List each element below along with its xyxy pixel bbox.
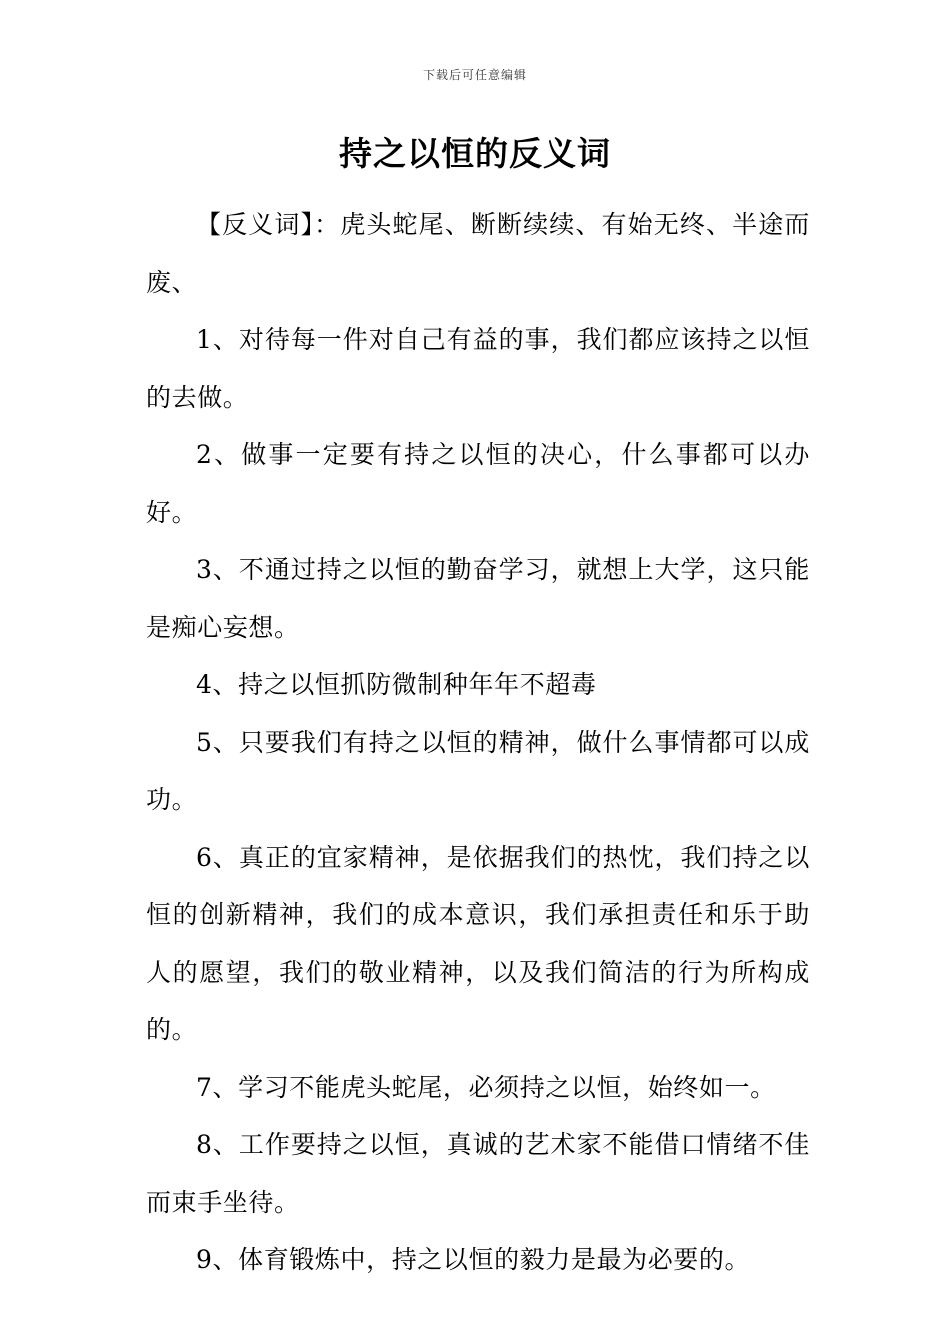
paragraph-example-4: 4、持之以恒抓防微制种年年不超毒 [196, 670, 597, 699]
document-title: 持之以恒的反义词 [339, 134, 611, 173]
document-body [146, 196, 810, 1289]
paragraph-example-2: 2、做事一定要有持之以恒的决心，什么事都可以办好。 [146, 440, 810, 527]
paragraph-example-8: 8、工作要持之以恒，真诚的艺术家不能借口情绪不佳而束手坐待。 [146, 1130, 810, 1217]
paragraph-example-6: 6、真正的宜家精神，是依据我们的热忱，我们持之以恒的创新精神，我们的成本意识，我们承担责任和乐于助人的愿望，我们的敬业精神，以及我们简洁的行为所构成的。 [146, 842, 810, 1044]
paragraph-example-1: 1、对待每一件对自己有益的事，我们都应该持之以恒的去做。 [146, 325, 810, 412]
header-note: 下载后可任意编辑 [422, 68, 527, 82]
paragraph-example-7: 7、学习不能虎头蛇尾，必须持之以恒，始终如一。 [196, 1072, 776, 1102]
paragraph-example-5: 5、只要我们有持之以恒的精神，做什么事情都可以成功。 [146, 727, 810, 814]
paragraph-antonyms: 【反义词】：虎头蛇尾、断断续续、有始无终、半途而废、 [146, 210, 810, 297]
paragraph-example-3: 3、不通过持之以恒的勤奋学习，就想上大学，这只能是痴心妄想。 [146, 555, 810, 642]
paragraph-example-9: 9、体育锻炼中，持之以恒的毅力是最为必要的。 [196, 1245, 751, 1274]
